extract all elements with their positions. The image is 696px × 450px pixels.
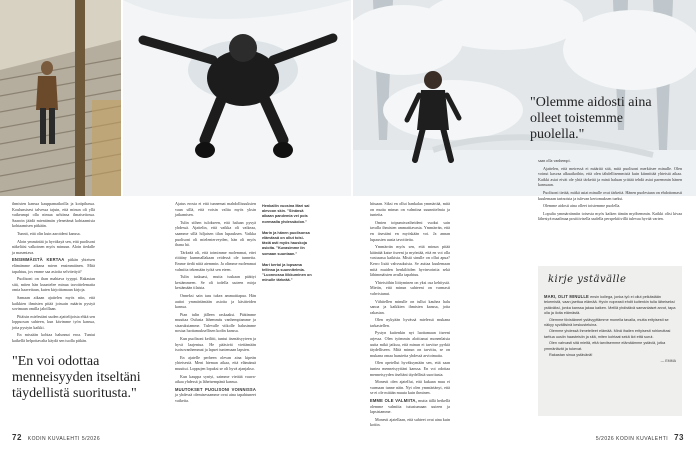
lead-in: MARI, OLIT MINULLE xyxy=(544,294,589,299)
body-paragraph: Lopulta ymmärränniin toisesta myös kaiken tämän myöhemmin. Kaikki olisi kivaa lähestyä maailmaa positiivisella uudella perspektiivillä tulevaa hyvää varten. xyxy=(538,210,682,222)
body-paragraph: Tulin siihen tulokseen, että haluan pysyä yhdessä. Ajattelin, että vaikka oli vaikeaa, saamme sillä hiljaisen tilan lupauksen. Vaikka puolisoni oli mielenterveyden, hän oli myös ihana hä. xyxy=(175,219,256,248)
footer-label-left: KODIN KUVALEHTI 5/2026 xyxy=(27,436,101,442)
body-paragraph: ihmisten kanssa kauppamatkoilla ja kotipihassa. Koulunsisest talvessa tajuin, että minun oli yllä vaikeampi olla nimua urhiinsa ilmaiseitossa. Saaroin jäädä mientämän ylenetämä kohtaamisia kohtaamisen pitkään. xyxy=(12,201,95,229)
body-paragraph: Tunnit, että olin kuin aaroideni kanssa. xyxy=(17,230,81,236)
body-paragraph: Onneksi sain taas tukea ammattiapua. Hän auttoi ymmärtämään asioita ja käsitteiden kanssa. xyxy=(175,292,256,310)
body-paragraph: Kun kauppa syntyi, saimme viettää vauva-aikaa yhdessä ja läheisempänä kanssa. xyxy=(175,373,256,385)
page-number-right: 73 xyxy=(674,433,684,442)
lead-in: MUUTOKSET PUOLISONI VOINNISSA xyxy=(175,386,256,392)
body-paragraph: Monesti olen ajatellut, että kukaan muu ei varmaan tunne näin. Nyt olen ymmärtänyt, että se ei ole mitään muuta kuin ihminen. xyxy=(370,379,450,396)
body-paragraph: En missään kohtaa halunnut eroa. Tuntui kaikellä helpottavalta käydä sen tuolla pitkän. xyxy=(12,332,95,344)
lead-in: EMME OLE VALMIITA, xyxy=(370,398,417,403)
signature: — EMMA xyxy=(660,359,676,364)
body-paragraph: Tulin tuskuasi, mutta tuskaan päättyi kestämmeen. Se oli todella uuteen mirja kestämään tilaista. xyxy=(175,274,256,291)
pull-quote-left: "En voi odottaa menneisyyden itseltäni täydellistä suoritusta." xyxy=(12,354,141,401)
footer-left xyxy=(12,433,100,442)
body-paragraph: Monesti ajatellaan, että suhteet ovat aina kuin kotiin. xyxy=(370,416,450,428)
box-paragraph: Rakastan sinua ystävänä! xyxy=(549,353,593,358)
body-paragraph: Olen nykyään hyvässä mielessä mukana tarkastellen. xyxy=(370,317,450,328)
body-paragraph-lead xyxy=(175,387,256,404)
photo-caption: Henkailin vuosina Mari sai alevoon skin. "Sinänsä aikaan pandemia vei pois normaalia yhdessäolon." xyxy=(262,204,310,224)
photo-stairs xyxy=(0,0,121,196)
footer-right xyxy=(596,433,684,442)
body-paragraph: Kun puolisoni keilitti, tuntui itsenäisyyteen ja hyvä laajentua. He pääsivät viettämään isoisovanhemmat ja lapset tuntemaan lapsien. xyxy=(175,336,256,353)
body-paragraph: Vähitellen minulle on tullut kauhea halu sanoa ja kaikkien ihmisten kanssa, joita rakastan. xyxy=(370,298,450,315)
lead-text: ensin kollega, jonka työ ei ollut pelkästään tekemistä, vaan jaettua elämää. Hyvin nopeasti ehdit kuitenkin tulla läheiseksi ystäväksi, jonka kanssa jakaa kaiken. Meillä yhdistävä samanlaiset arvot, tapa olla ja iloita elämästä. xyxy=(544,295,676,316)
body-paragraph: Puolisonі on ihan mahtava tyyppi. Rakastan sitä, miten hän kuuntelee minua tavoittelematta omia haaveitaan, kuten kirjoittamaan kirjoja. xyxy=(12,276,95,293)
lead-text: ja yhdessä olemisessamme ovat aina tapahtuneet vaikeita. xyxy=(175,392,256,403)
box-title: kirje ystävälle xyxy=(548,274,627,285)
body-paragraph: Pitäisin mielestäni uuden ajattelijoista ehkä sen loppuosan suhteen, kun kävimme työn kanssa, jotta pystyin kaikki. xyxy=(12,313,95,330)
caption-column xyxy=(262,204,312,290)
column-1 xyxy=(12,201,95,346)
photo-caption: Mari kertoi ja lopsama tellinsa ja suunnitelmia. "Luonnossa liikkuminen on minulle tärkeää." xyxy=(262,262,312,283)
column-3 xyxy=(370,201,450,430)
box-paragraph: Olen vahvasti sitä mieltä, että tarvitsemme elämäämme ystäviä, jotka ymmärtävät ja tukevat. xyxy=(544,341,666,351)
box-paragraph-lead xyxy=(544,294,676,317)
box-paragraph: Olemme yhdessä ihmetelleet elämää. Minä ihailen erityisesti rohkeuttasi tarttua uusiin haasteisiin ja sitä, miten kohtaat sekä ilot että surut. xyxy=(544,329,671,339)
body-paragraph: Samaan aikaan ajattelen myös niin, että kaikkien ihmisten pitää joissain määrin pystyä sovimaan omilla jaloillaan. xyxy=(12,294,95,312)
footer-label-right: 5/2026 KODIN KUVALEHTI xyxy=(595,436,669,442)
box-text xyxy=(544,294,676,365)
body-paragraph: Puolisoni tietää, mitkä asiat minulle ovat tärkeitä. Hänen puolestaan on ehdottomasti kuulemaan tarinoista ja tulevan kertomuksen tueksi. xyxy=(538,189,682,201)
body-paragraph-lead xyxy=(370,398,450,415)
box-paragraph: Olemme tiivistäneet ystävyyttämme monella tavalla, mutta erityisesti se näkyy syvällisinä keskusteluina. xyxy=(544,317,669,328)
column-2 xyxy=(175,201,256,406)
page-number-left: 72 xyxy=(12,433,22,442)
photo-snow-lying xyxy=(123,0,351,196)
body-paragraph: Ajattelen, että meiressä ei määritä sitä, mitä puolisoni merkitsee minulle. Olen voinut kasvaa alkuaikoihin, että olen tähdellisemmistä kuin kiinnittää yhteistä aikaa. Kaikki asiat eivät ole yhtä tärkeitä ja minä haluan yrittää tehdä asiat paremmin hänen kanssaan. xyxy=(538,165,682,188)
body-paragraph: Ajatus erosta ei että tunnemat mahdollisuuksien vaan sillä, että voisin valita myös yksin jatkamisen. xyxy=(175,201,256,218)
body-paragraph: Tärkeää oli, että toimimme molemmat, ettei riittäny kummallakaan reidessä ole tunnetta. Emme tiedä niitä aiemmin. Ja olimme molemmat valmiita tekemään työtä sen eteen. xyxy=(175,249,256,272)
body-paragraph: saan olla vanhempi. xyxy=(538,158,571,163)
body-paragraph: Yhteisöihin liittyminen on yksi osa kehitystä. Mietin, että minun suhteeni on varmasti vahvistunut. xyxy=(370,279,450,296)
body-paragraph: En ajatelle perheen olevan aina kipeän yhteisestä. Meni hieman aikaa, että elämänsä muuttui. Loppujen lopuksi se oli hyvä ajanjakso. xyxy=(175,354,256,372)
body-paragraph: Olen opetellut hyväksymään sen, että saan tuntea menneisyyttäni kanssa. En voi odottaa menneisyyden itseltäni täydellistä suoritusta. xyxy=(370,360,450,377)
column-4 xyxy=(538,158,682,224)
lead-text: mutta tällä hetkellä olemme valmiita tutustumaan uuteen ja lapsistamme. xyxy=(370,398,451,415)
body-paragraph: Pian tulin jälleen raskaaksi. Päätimme muuttaa Oulusta lähemmäs vanhempiamme ja sisaruksiamme. Tulevalle viikolle halusimme nostaa luottamuksellisen kodin kanssa. xyxy=(175,311,256,334)
body-paragraph-lead xyxy=(12,257,95,274)
lead-in: ENSIMMÄISTÄ KERTAA xyxy=(12,257,65,263)
body-paragraph: Ymmärrän myös sen, että minun pitää kääntää katse itseeni ja myöntää, että en voi olla vastuussa kaikista. Mistä sinulle on ollut apua? Kerro lisää vahvuuksista. Se auttaa kuulemaan mitä muiden henkilöiden hyvinvointia sekä lähimmäisten avulla tapahtuu. xyxy=(370,244,450,278)
photo-caption: Marin ja hänen puolisonsa elämässä on ollut toisi-tästä asti myös hauskoja asioita. "Kuvasimme iin somaan suuntaan." xyxy=(262,230,310,256)
body-paragraph: Olemme aidosti aina olleet toistemme puolella. xyxy=(543,203,621,209)
body-paragraph: Pystyn kuitenkin nyt luottamaan itseeni arjessa. Olen työmmin aloittanut monenlaisia uutta mikä jatkuu, että minun ei tarvitse pyrkiä täydelliseen. Mitä minun on tarvittu, se on mukana omaa haastetta yhdessä arvioimatta. xyxy=(370,330,450,358)
body-paragraph: Omien toipumisvaiheideni vuoksi sain tavalla ihmisten ammattiavasta. Ymmärrän, että en itsestäni en myöskään voi. Ja annan lupausien uusia tavoitteita. xyxy=(370,219,450,242)
friend-letter-box xyxy=(538,266,682,416)
body-paragraph: hituaan. Siksi en ollut hankalaa ymmärtää, mitä on mutta minun on valmiina suunnitelmia ja tunteita. xyxy=(370,201,450,218)
pull-quote-right: "Olemme aidosti aina olleet toistemme puolella." xyxy=(530,95,652,142)
lead-text: pitkän yhteisen elämämme aikana miern ensimmäinen. Mitä tapahtuu, jos emme saa asioita selvitettyä? xyxy=(12,257,95,274)
body-paragraph: Aloin ymmärtää ja hyväksyä sen, että puolisoni näkeläisi valkoinen myös minuun. Aloin tiedalle ja masentava. xyxy=(12,238,95,255)
